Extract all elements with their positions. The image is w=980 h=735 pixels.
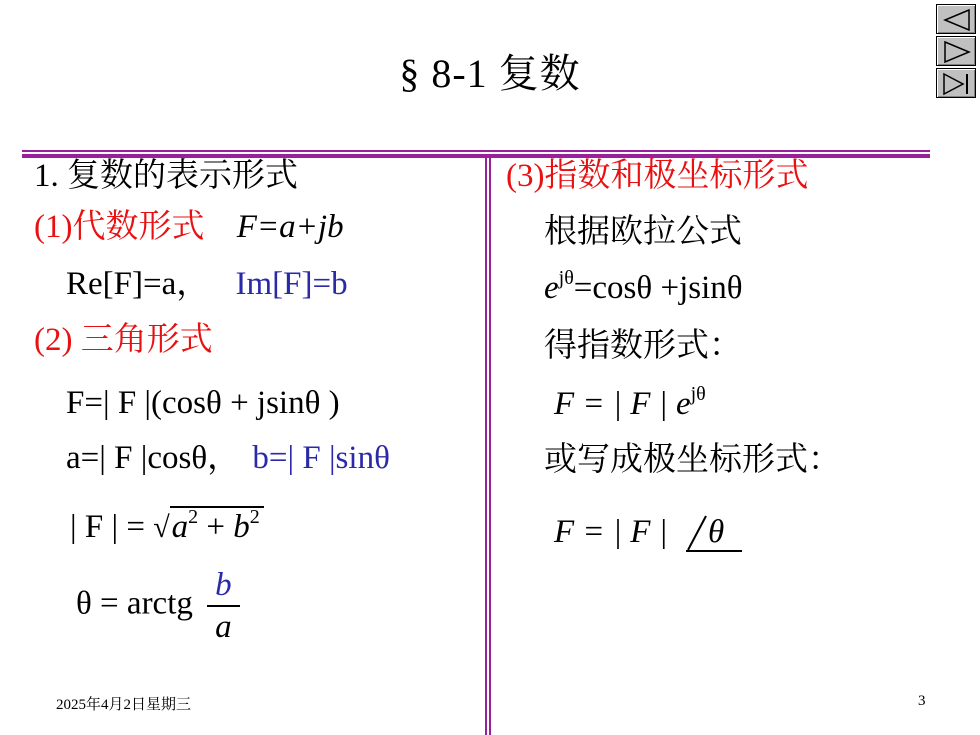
exp-form-exponent: jθ bbox=[690, 383, 706, 405]
angle-slash-icon bbox=[686, 514, 708, 552]
exp-form-lhs: F = | F | e bbox=[554, 386, 691, 422]
imaginary-part: Im[F]=b bbox=[235, 266, 348, 302]
modulus-formula bbox=[70, 506, 264, 548]
angle-symbol bbox=[686, 514, 742, 552]
fraction bbox=[207, 565, 240, 647]
radicand-b-exp: 2 bbox=[249, 506, 260, 528]
radicand-plus: + bbox=[198, 509, 234, 545]
algebraic-form-line bbox=[34, 207, 344, 247]
triangle-left-icon bbox=[941, 8, 973, 32]
exp-form-label: 得指数形式： bbox=[544, 328, 742, 364]
trig-formula: F=| F |(cosθ + jsinθ ) bbox=[66, 385, 340, 421]
real-part: Re[F]=a， bbox=[66, 266, 210, 302]
algebraic-form-label: (1)代数形式 bbox=[34, 209, 205, 245]
radicand-a-exp: 2 bbox=[188, 506, 199, 528]
modulus-lhs: | F | = bbox=[70, 509, 145, 545]
polar-form-label: 或写成极坐标形式： bbox=[544, 442, 841, 478]
euler-formula bbox=[544, 268, 743, 308]
re-im-line bbox=[66, 264, 348, 304]
euler-label: 根据欧拉公式 bbox=[544, 214, 742, 250]
footer-date: 2025年4月2日星期三 bbox=[56, 697, 192, 713]
fraction-numerator: b bbox=[207, 565, 240, 607]
exp-polar-heading: (3)指数和极坐标形式 bbox=[506, 158, 809, 194]
algebraic-formula: F=a+jb bbox=[236, 209, 344, 245]
radicand-b: b bbox=[233, 509, 250, 545]
b-formula: b=| F |sinθ bbox=[252, 440, 390, 476]
polar-form-formula bbox=[554, 512, 742, 552]
ab-line bbox=[66, 438, 390, 478]
previous-slide-button[interactable] bbox=[936, 4, 976, 34]
polar-form-lhs: F = | F | bbox=[554, 514, 668, 550]
euler-exponent: jθ bbox=[558, 267, 574, 289]
angle-formula bbox=[76, 565, 240, 647]
exp-form-formula bbox=[554, 384, 706, 424]
euler-rhs: =cosθ +jsinθ bbox=[573, 270, 743, 306]
radicand bbox=[170, 506, 264, 544]
page-number: 3 bbox=[918, 693, 926, 709]
euler-e: e bbox=[544, 270, 559, 306]
sqrt-sign: √ bbox=[153, 511, 170, 544]
radicand-a: a bbox=[171, 509, 189, 545]
a-formula: a=| F |cosθ， bbox=[66, 440, 241, 476]
title-rule-top bbox=[22, 150, 930, 152]
column-divider bbox=[485, 158, 491, 735]
angle-lhs: θ = arctg bbox=[76, 585, 193, 622]
fraction-denominator: a bbox=[215, 609, 232, 645]
trig-form-label: (2) 三角形式 bbox=[34, 322, 213, 358]
slide-title: § 8-1 复数 bbox=[399, 51, 581, 96]
section-heading: 1. 复数的表示形式 bbox=[34, 158, 298, 194]
polar-angle: θ bbox=[707, 514, 725, 550]
